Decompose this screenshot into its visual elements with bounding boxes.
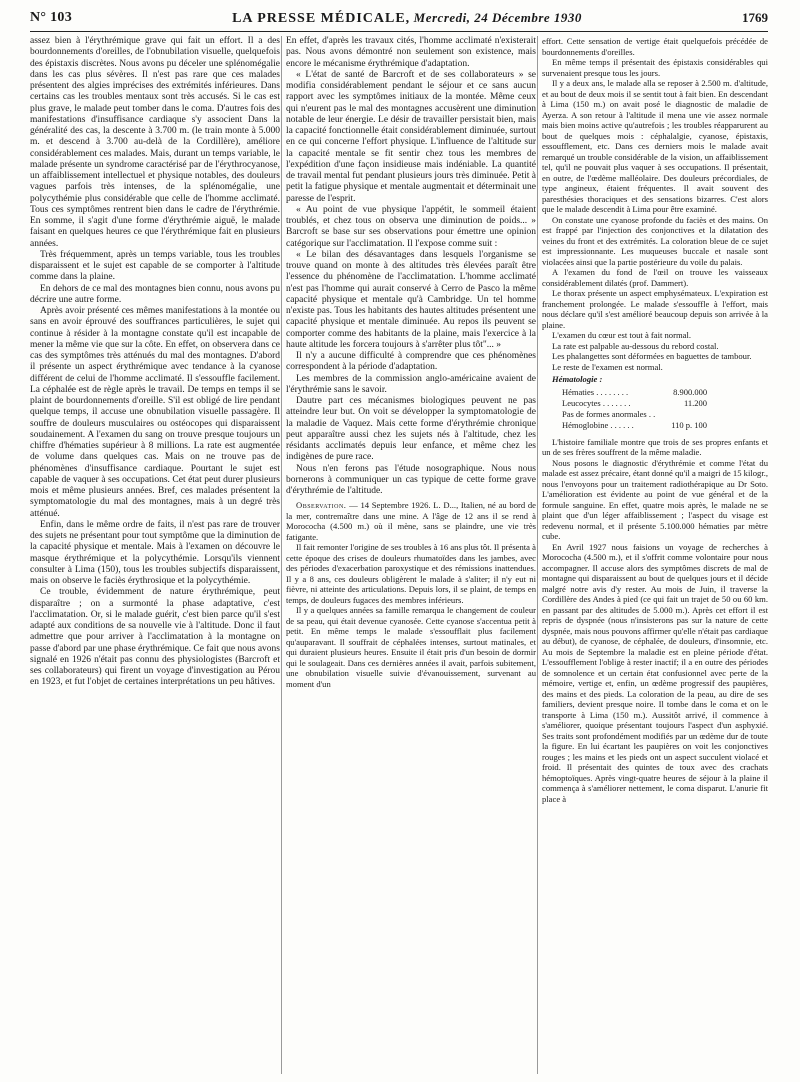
- paragraph: L'histoire familiale montre que trois de ses propres enfants et un de ses frères souffrent de la même maladie.: [542, 436, 768, 457]
- hematology-heading: Hématologie :: [552, 374, 603, 384]
- paragraph: Il y a quelques années sa famille remarqua le changement de couleur de sa peau, qui était devenue cyanosée. Cette cyanose s'accentua petit à petit. En même temps le malade s'essoufflait plus facilement qu'auparavant. Il souffrait de céphalées intenses, surtout matinales, et qui duraient plusieurs heures. Ensuite il était pris d'un besoin de dormir qui le soulageait. Dans ces dernières années il avait, parfois subitement, une obnubilation visuelle suivie d'évanouissement, survenant au moment d'un: [286, 605, 536, 689]
- paragraph: En effet, d'après les travaux cités, l'homme acclimaté n'existerait pas. Nous avons démontré non seulement son existence, mais encore le mécanisme érythrémique d'adaptation.: [286, 36, 536, 69]
- column-divider: [281, 36, 282, 1074]
- paragraph: Nous posons le diagnostic d'érythrémie et comme l'état du malade est assez précaire, étant donné qu'il a maigri de 15 kilogr., nous l'envoyons pour un traitement radiothérapique au Dr Soto. L'amélioration est évidente au point de vue général et de la formule sanguine. En effet, quatre mois après, le malade ne se plaint que d'un léger affaiblissement ; l'aspect du visage est redevenu normal, et il présente 5.100.000 hématies par mètre cube.: [542, 457, 768, 541]
- column-divider: [537, 36, 538, 1074]
- paragraph: Il fait remonter l'origine de ses troubles à 16 ans plus tôt. Il présenta à cette époque des crises de douleurs rhumatoïdes dans les jambes, avec des périodes d'exacerbation paroxystique et des rémissions inattendues. Il y a 8 ans, ces douleurs obligèrent le malade à s'aliter; il n'y eut ni fièvre, ni atteinte des articulations. Depuis lors, il se plaint, de temps en temps, de douleurs fugaces des membres inférieurs.: [286, 542, 536, 605]
- paragraph: Il y a deux ans, le malade alla se reposer à 2.500 m. d'altitude, et au bout de deux mois il se sentit tout à fait bien. En descendant à Lima (150 m.) on avait posé le diagnostic de maladie de Ayerza. A son retour à l'altitude il mena une vie assez normale mais bien moins active qu'autrefois ; les troubles réapparurent au bout de quelques mois : céphalalgie, cyanose, épistaxis, essoufflement, etc. Dans ces derniers mois le malade avait remarqué un trouble considérable de la vision, un affaiblissement tel, qu'il ne pouvait plus vaquer à ses occupations. Il présentait, en outre, de l'œdème malléolaire. Des douleurs précordiales, de type angineux, étaient fréquentes. Il avait souvent des paresthésies thoraciques et des sensations bizarres. C'est alors que le malade descendit à Lima pour être examiné.: [542, 78, 768, 214]
- paragraph: Enfin, dans le même ordre de faits, il n'est pas rare de trouver des sujets ne présentant pour tout symptôme que la diminution de la capacité physique et mentale. Mais à l'examen on découvre le masque érythrémique et la polycythémie. Lorsqu'ils viennent consulter à Lima (150), tous les troubles subjectifs disparaissent, mais on observe le faciès érythrosique et la polycythémie.: [30, 519, 280, 586]
- paragraph: On constate une cyanose profonde du faciès et des mains. On est frappé par l'injection des conjonctives et la dilatation des veines du front et des extrémités. La coloration bleue de ce sujet est impressionnante. Les muqueuses buccale et nasale sont violacées ainsi que la partie postérieure du voile du palais.: [542, 214, 768, 267]
- paragraph: Le reste de l'examen est normal.: [552, 361, 663, 372]
- paragraph: Le thorax présente un aspect emphysémateux. L'expiration est franchement prolongée. Le malade s'essouffle à l'effort, mais nous déclare qu'il s'est amélioré beaucoup depuis son arrivée à la plaine.: [542, 288, 768, 330]
- hemo-value: 8.900.000: [673, 386, 708, 397]
- paragraph: Dautre part ces mécanismes biologiques peuvent ne pas atteindre leur but. On voit se développer la symptomatologie de la maladie de Vaquez. Mais cette forme d'érythrémie chronique peut apparaître aussi chez les sujets nés à l'altitude, chez les résidants acclimatés depuis leur enfance, et même chez les indigènes de pure race.: [286, 396, 536, 463]
- paragraph: L'examen du cœur est tout à fait normal.: [552, 330, 692, 340]
- paragraph: Ce trouble, évidemment de nature érythrémique, peut disparaître ; on a surmonté la phase adaptative, c'est l'acclimatation. Or, si le malade guérit, c'est bien parce qu'il s'est adapté aux conditions de sa nouvelle vie à l'altitude. Donc il faut admettre que pour arriver à l'acclimatation à la montagne on passe d'abord par une phase érythrémique. Ce fait que nous avons signalé en 1926 n'était pas connu des physiologistes (Barcroft et ses collaborateurs) qui firent un voyage d'investigation au Pérou en 1923, et fut l'objet de certaines interprétations un peu hâtives.: [30, 587, 280, 688]
- journal-name: LA PRESSE MÉDICALE: [232, 10, 406, 26]
- paragraph: Il n'y a aucune difficulté à comprendre que ces phénomènes correspondent à la période d'adaptation.: [286, 351, 536, 373]
- paragraph: « Au point de vue physique l'appétit, le sommeil étaient troublés, et chez tous on observa une diminution de poids... » Barcroft se base sur ses observations pour émettre une opinion catégorique sur l'acclimatation. Il l'expose comme suit :: [286, 204, 536, 249]
- hematology-table: [562, 387, 707, 431]
- text-column-3: [542, 36, 768, 1074]
- paragraph: Nous n'en ferons pas l'étude nosographique. Nous nous bornerons à communiquer un cas typique de cette forme grave d'érythrémie de l'altitude.: [286, 463, 536, 496]
- table-row: [562, 420, 707, 431]
- hemo-label: Pas de formes anormales . .: [562, 408, 656, 419]
- paragraph: Après avoir présenté ces mêmes manifestations à la montée ou sans en avoir éprouvé des souffrances particulières, le sujet qui continue à résider à la montagne constate qu'il est incapable de mener la même vie que sur la côte. En effet, on observera dans ce cas des symptômes très atténués du mal des montagnes. D'abord il présente un aspect érythrémique avec tendance à la cyanose différent de celui de l'homme acclimaté. Il s'essouffle facilement. La céphalée est de règle après le travail. De temps en temps il se plaint de bourdonnements d'oreille. S'il est obligé de lire pendant quelque temps, il accuse une obnubilation visuelle passagère. Il souffre de douleurs musculaires ou ostéocopes qui disparaissent soudainement. A l'examen du sang on trouve presque toujours un chiffre d'hématies supérieur à 8 millions. La rate est augmentée de volume dans quelques cas. Mais on ne trouve pas de phénomènes d'insuffisance cardiaque. Pourtant le sujet est capable de vaquer à ses occupations. Cet état peut durer plusieurs mois et même plusieurs années. Bref, ces malades présentent la symptomatologie du mal des montagnes, mais à un degré très atténué.: [30, 306, 280, 519]
- paragraph: En dehors de ce mal des montagnes bien connu, nous avons pu décrire une autre forme.: [30, 283, 280, 305]
- hemo-label: Hémoglobine . . . . . .: [562, 419, 634, 430]
- table-row: [562, 409, 707, 420]
- page-number: 1769: [741, 10, 768, 25]
- hemo-label: Hématies . . . . . . . .: [562, 386, 629, 397]
- paragraph: Très fréquemment, après un temps variable, tous les troubles disparaissent et le sujet est capable de se comporter à l'altitude comme dans la plaine.: [30, 249, 280, 283]
- hemo-value: 110 p. 100: [671, 419, 708, 430]
- observation-section: [286, 500, 536, 689]
- text-column-2: [286, 36, 536, 1074]
- paragraph: assez bien à l'érythrémique grave qui fait un effort. Il a des bourdonnements d'oreilles, de l'obnubilation visuelle, quelquefois des épistaxis discrètes. Nous avons pu déceler une splénomégalie dans les cas plus sévères. Il n'est pas rare que ces malades présentent des algies imprécises des extrémités inférieures. Dans certains cas les troubles mentaux sont très accusés. Si le cas est plus grave, le malade peut tomber dans le coma. D'autres fois des manifestations d'insuffisance cardiaque s'y associent Dans la généralité des cas, la descente à 3.700 m. (le train monte à 5.000 m. et descend à 3.700 au-delà de la Cordillère), améliore considérablement ces malades. Mais, durant un temps variable, le malade présente un syndrome caractérisé par de l'érythrocyanose, un affaiblissement intellectuel et physique notables, des douleurs vagues parfois très intenses, de la splénomégalie, une polycythémie plus considérable que celle de l'homme acclimaté. Tous ces symptômes rentrent bien dans le cadre de l'érythrémie. En somme, il s'agit d'une forme d'érythrémie aiguë, le malade faisant en quelques heures ce que l'érythrémique fait en plusieurs années.: [30, 36, 280, 249]
- table-row: [562, 387, 707, 398]
- running-title: LA PRESSE MÉDICALE, Mercredi, 24 Décembre 1930: [232, 9, 582, 26]
- paragraph: Les membres de la commission anglo-américaine avaient de l'érythrémie sans le savoir.: [286, 373, 536, 395]
- paragraph: En Avril 1927 nous faisions un voyage de recherches à Morococha (4.500 m.), et il s'offrit comme volontaire pour nous accompagner. Il accuse alors des symptômes discrets de mal de montagne qui disparaissent au bout de quelques jours et il décide malgré notre avis d'y rester. Au mois de Juin, il traverse la Cordillère des Andes à pied (ce qui fait un trajet de 50 ou 60 km. en passant par des altitudes de 5.000 m.). Après cet effort il est repris de dyspnée (nous n'insisterons pas sur la nature de cette dyspnée, mais nous pouvons affirmer qu'elle n'était pas cardiaque au début), de cyanose, de céphalée, de douleurs, d'insomnie, etc. Au mois de Septembre la maladie est en pleine période d'état. L'essoufflement l'oblige à rester inactif; il a en outre des périodes de somnolence et un certain état confusionnel avec perte de la mémoire, vertige et, enfin, un œdème progressif des paupières, des mains et des pieds. La coloration de la peau, au dire de ses familiers, devient presque noire. Il tombe dans le coma et on le transporte à Lima (150 m.). Aussitôt arrivé, il commence à s'améliorer, quoique présentant toujours l'aspect d'un asphyxié. Ses traits sont profondément modifiés par un œdème dur de toute la figure. En lui écartant les paupières on voit les conjonctives rouges ; les mains et les pieds ont un aspect succulent violacé et froid. Il présentait des quintes de toux avec des crachats hémoptoïques. Après vingt-quatre heures de séjour à la plaine il commença à s'améliorer nettement, le coma disparut. L'anurie fit place à: [542, 541, 768, 804]
- issue-date: Mercredi, 24 Décembre 1930: [413, 9, 582, 25]
- observation-label: Observation.: [296, 500, 347, 511]
- issue-number: N° 103: [30, 10, 73, 25]
- hemo-label: Leucocytes . . . . . . .: [562, 397, 631, 408]
- text-column-1: [30, 36, 280, 1074]
- paragraph: « L'état de santé de Barcroft et de ses collaborateurs » se modifia considérablement pendant le séjour et ce sans aucun rapport avec les symptômes initiaux de la montée. Même ceux qui n'eurent pas le mal des montagnes accusèrent une diminution notable de leur énergie. Le désir de travailler persistait bien, mais la capacité fonctionnelle était considérablement diminuée, surtout en ce qui concerne l'effort physique. L'influence de l'altitude sur la capacité mentale se fit sentir chez tous les membres de l'expédition d'une façon insidieuse mais indéniable. La quantité de travail mental fut pendant plusieurs jours très diminuée. Petit à petit la fatigue physique et mentale augmentait et déterminait une paresse de l'esprit.: [286, 69, 536, 204]
- hemo-value: 11.200: [684, 397, 708, 408]
- observation-heading: [286, 500, 536, 542]
- paragraph: « Le bilan des désavantages dans lesquels l'organisme se trouve quand on monte à des altitudes très élevées paraît être l'essence du phénomène de l'acclimatation. L'homme acclimaté n'est pas l'homme qui aurait conservé à Cerro de Pasco la même capacité physique et mentale qu'à Cambridge. Un tel homme n'existe pas. Tous les habitants des hautes altitudes présentent une capacité physique et mentale diminuée. Au repos ils peuvent se comporter comme des habitants de la plaine, mais l'exercice à la haute altitude les forcera toujours à s'arrêter plus tôt"... »: [286, 249, 536, 350]
- header-rule: [30, 31, 768, 32]
- paragraph: Les phalangettes sont déformées en baguettes de tambour.: [552, 351, 752, 361]
- paragraph: A l'examen du fond de l'œil on trouve les vaisseaux considérablement dilatés (prof. Dammert).: [542, 267, 768, 288]
- paragraph: En même temps il présentait des épistaxis considérables qui survenaient presque tous les jours.: [542, 57, 768, 78]
- page-header: [30, 6, 768, 30]
- observation-intro: — 14 Septembre 1926. L. D..., Italien, né au bord de la mer, contremaître dans une mine. A l'âge de 12 ans il se rend à Morococha (4.500 m.) où il mène, sans se plaindre, une vie très fatigante.: [286, 500, 536, 542]
- hemo-value: [655, 409, 707, 420]
- paragraph: La rate est palpable au-dessous du rebord costal.: [552, 340, 719, 351]
- paragraph: effort. Cette sensation de vertige était quelquefois précédée de bourdonnements d'oreilles.: [542, 36, 768, 57]
- table-row: [562, 398, 707, 409]
